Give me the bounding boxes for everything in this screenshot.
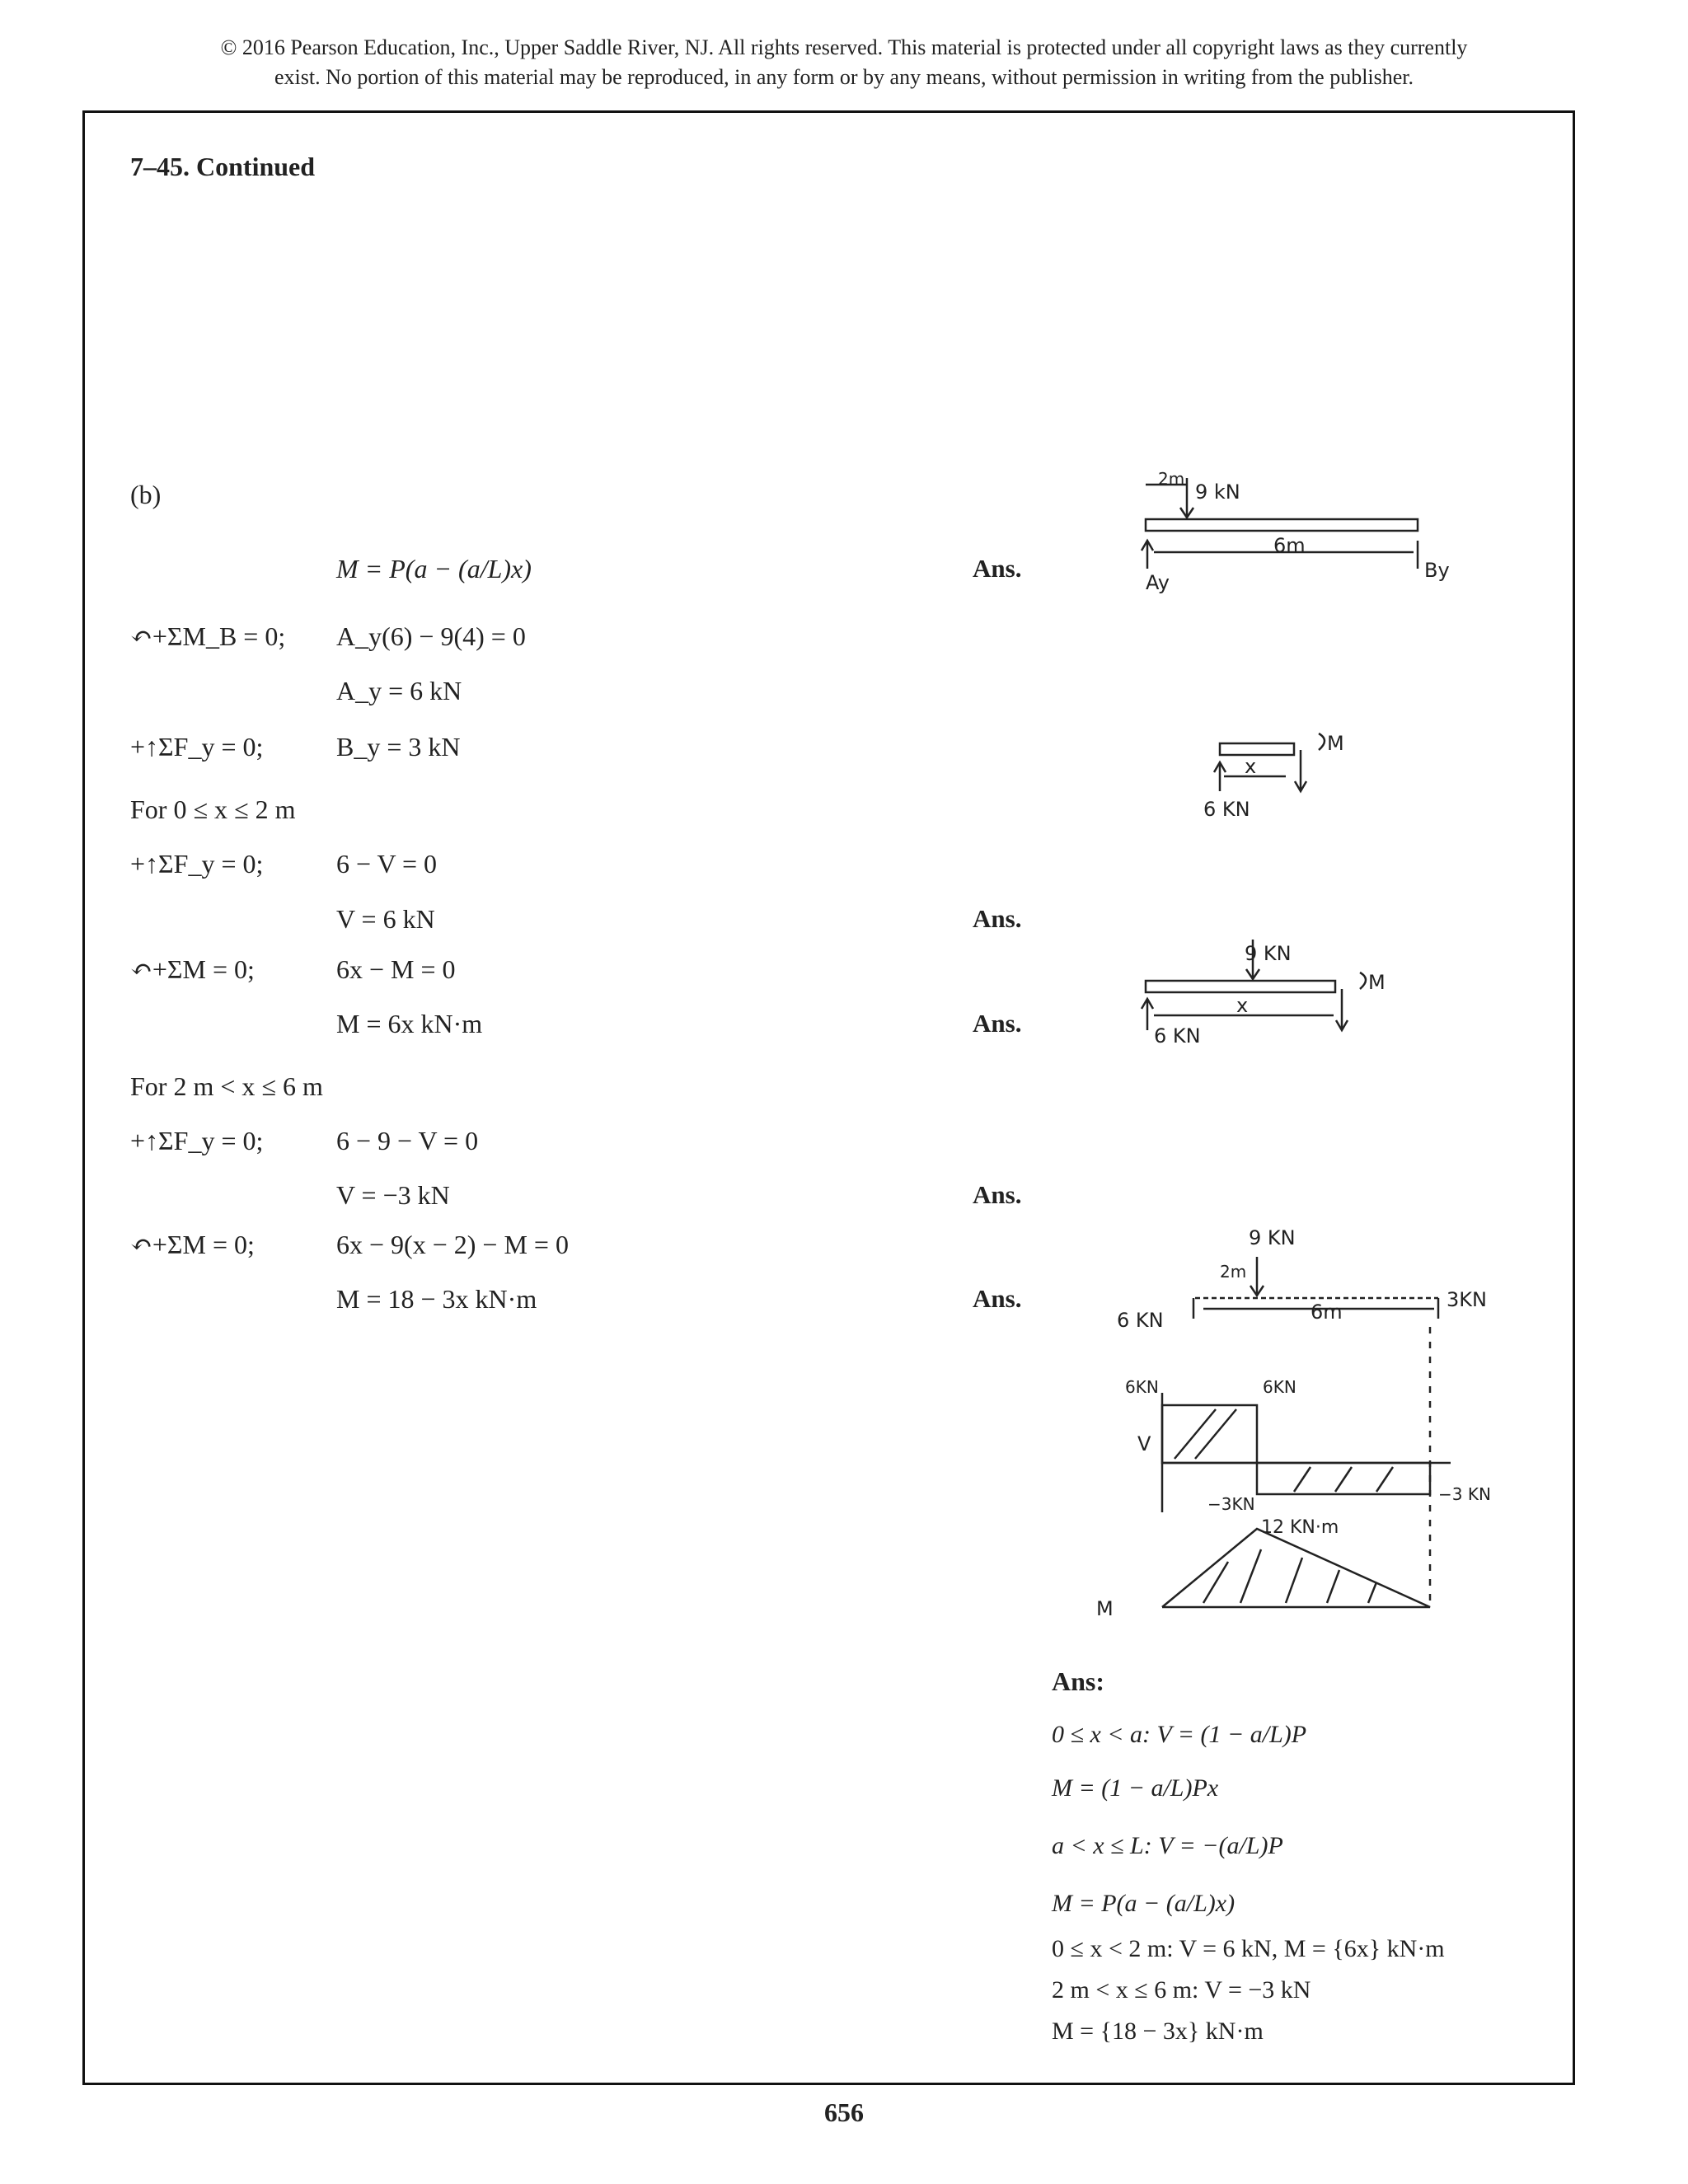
x-label: x [1236, 994, 1249, 1017]
answer-heading: Ans: [1052, 1666, 1105, 1696]
load-label-2: 9 KN [1245, 942, 1292, 965]
step-ans-mark: Ans. [973, 1009, 1022, 1038]
step-equation: 6 − V = 0 [336, 849, 438, 879]
copyright-line-1: © 2016 Pearson Education, Inc., Upper Saddle River, NJ. All rights reserved. This material is protected under all copyright laws as they currently [220, 35, 1468, 59]
step-equation: 6x − 9(x − 2) − M = 0 [336, 1230, 569, 1259]
shear-value: 6KN [1125, 1377, 1159, 1397]
step-equation: A_y = 6 kN [336, 676, 462, 705]
step-equation: M = 18 − 3x kN·m [336, 1284, 537, 1314]
step-equation: B_y = 3 kN [336, 732, 461, 762]
answer-line: M = {18 − 3x} kN·m [1052, 2018, 1264, 2045]
dist-2m: 2m [1220, 1262, 1247, 1282]
step-ans-mark: Ans. [973, 1180, 1022, 1209]
shear-value: −3KN [1207, 1494, 1255, 1514]
load-label: 9 kN [1195, 480, 1240, 504]
step-label: ↶+ΣM_B = 0; [130, 621, 286, 651]
step-ans-mark: Ans. [973, 554, 1022, 583]
step-label: ↶+ΣM = 0; [130, 1230, 255, 1259]
load-label-3: 9 KN [1249, 1226, 1296, 1249]
moment-triangle [1162, 1529, 1430, 1607]
reaction-6kn: 6 KN [1154, 1024, 1201, 1047]
step-label: ↶+ΣM = 0; [130, 954, 255, 984]
copyright-line-2: exist. No portion of this material may be reproduced, in any form or by any means, without permission in writing from the publisher. [274, 65, 1414, 89]
step-label: +↑ΣF_y = 0; [130, 849, 264, 879]
step-label: +↑ΣF_y = 0; [130, 1126, 264, 1155]
moment-axis-label: M [1096, 1597, 1114, 1620]
reaction-6kn: 6 KN [1203, 798, 1250, 821]
dist-6m: 6m [1311, 1301, 1343, 1324]
dist-2m: 2m [1158, 469, 1185, 489]
step-equation: V = 6 kN [336, 904, 435, 934]
step-equation: 6 − 9 − V = 0 [336, 1126, 479, 1155]
answer-line: M = P(a − (a/L)x) [1052, 1890, 1236, 1917]
x-label: x [1245, 755, 1257, 778]
answer-line: a < x ≤ L: V = −(a/L)P [1052, 1832, 1283, 1859]
shear-value: −3 KN [1438, 1484, 1491, 1504]
step-ans-mark: Ans. [973, 1284, 1022, 1313]
shear-axis-label: V [1137, 1432, 1151, 1455]
copyright-notice [82, 33, 1606, 92]
answer-line: 0 ≤ x < a: V = (1 − a/L)P [1052, 1721, 1307, 1748]
step-equation: 6x − M = 0 [336, 954, 456, 984]
page-number: 656 [824, 2097, 864, 2127]
part-label: (b) [130, 480, 162, 509]
beam-3 [1146, 981, 1335, 992]
reaction-by: By [1424, 559, 1450, 582]
reaction-6kn: 6 KN [1117, 1309, 1164, 1332]
step-equation: V = −3 kN [336, 1180, 450, 1210]
step-equation: M = P(a − (a/L)x) [336, 554, 532, 583]
dist-6m: 6m [1273, 534, 1306, 557]
beam-2 [1220, 743, 1294, 755]
step-equation: A_y(6) − 9(4) = 0 [336, 621, 526, 651]
step-label: For 2 m < x ≤ 6 m [130, 1071, 323, 1101]
answer-line: 0 ≤ x < 2 m: V = 6 kN, M = {6x} kN·m [1052, 1935, 1445, 1962]
moment-peak-value: 12 KN·m [1261, 1517, 1339, 1538]
moment-label: M [1327, 732, 1344, 755]
problem-title: 7–45. Continued [130, 152, 316, 181]
moment-label: M [1368, 971, 1386, 994]
answer-line: M = (1 − a/L)Px [1052, 1774, 1219, 1802]
step-label: +↑ΣF_y = 0; [130, 732, 264, 762]
step-label: For 0 ≤ x ≤ 2 m [130, 794, 296, 824]
reaction-ay: Ay [1146, 571, 1170, 594]
step-equation: M = 6x kN·m [336, 1009, 483, 1038]
reaction-3kn: 3KN [1447, 1288, 1487, 1311]
beam-1 [1146, 519, 1418, 531]
shear-value: 6KN [1263, 1377, 1296, 1397]
step-ans-mark: Ans. [973, 904, 1022, 933]
answer-line: 2 m < x ≤ 6 m: V = −3 kN [1052, 1976, 1311, 2004]
shear-positive-block [1162, 1405, 1257, 1463]
free-body-diagrams [1071, 462, 1500, 1632]
